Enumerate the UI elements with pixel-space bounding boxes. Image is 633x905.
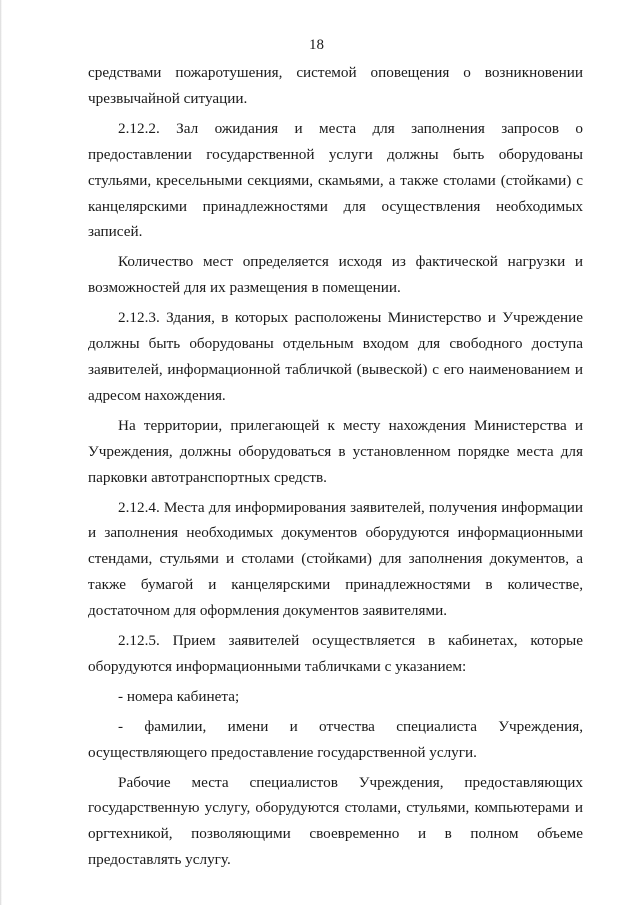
paragraph-2-12-3: 2.12.3. Здания, в которых расположены Министерство и Учреждение должны быть оборудованы отдельным входом для свободного доступа заявителей, информационной табличкой (вывеской) с его наименованием и адресом нахождения.: [88, 309, 583, 404]
paragraph-workplaces: Рабочие места специалистов Учреждения, предоставляющих государственную услугу, оборудуются столами, стульями, компьютерами и оргтехникой, позволяющими своевременно и в полном объеме предоставлять услугу.: [88, 773, 583, 869]
paragraph-2-12-2: 2.12.2. Зал ожидания и места для заполнения запросов о предоставлении государственной услуги должны быть оборудованы стульями, кресельными секциями, скамьями, а также столами (стойками) с канцелярскими принадлежностями для осуществления необходимых записей.: [88, 119, 583, 241]
scan-edge: [0, 0, 2, 905]
list-item-specialist-name: - фамилии, имени и отчества специалиста Учреждения, осуществляющего предоставление государственной услуги.: [88, 717, 583, 761]
page-number: 18: [309, 37, 324, 53]
paragraph-2-12-5: 2.12.5. Прием заявителей осуществляется в кабинетах, которые оборудуются информационными табличками с указанием:: [88, 632, 583, 675]
paragraph-2-12-4: 2.12.4. Места для информирования заявителей, получения информации и заполнения необходимых документов оборудуются информационными стендами, стульями и столами (стойками) для заполнения документов, а также бумагой и канцелярскими принадлежностями в количестве, достаточном для оформления документов заявителями.: [88, 498, 583, 620]
list-item-cabinet-number: - номера кабинета;: [118, 687, 240, 705]
paragraph-parking: На территории, прилегающей к месту нахождения Министерства и Учреждения, должны оборудоваться в установленном порядке места для парковки автотранспортных средств.: [88, 416, 583, 486]
paragraph-places-count: Количество мест определяется исходя из фактической нагрузки и возможностей для их размещения в помещении.: [88, 253, 583, 297]
paragraph-continuation: средствами пожаротушения, системой оповещения о возникновении чрезвычайной ситуации.: [88, 64, 583, 107]
document-body: [88, 60, 583, 873]
